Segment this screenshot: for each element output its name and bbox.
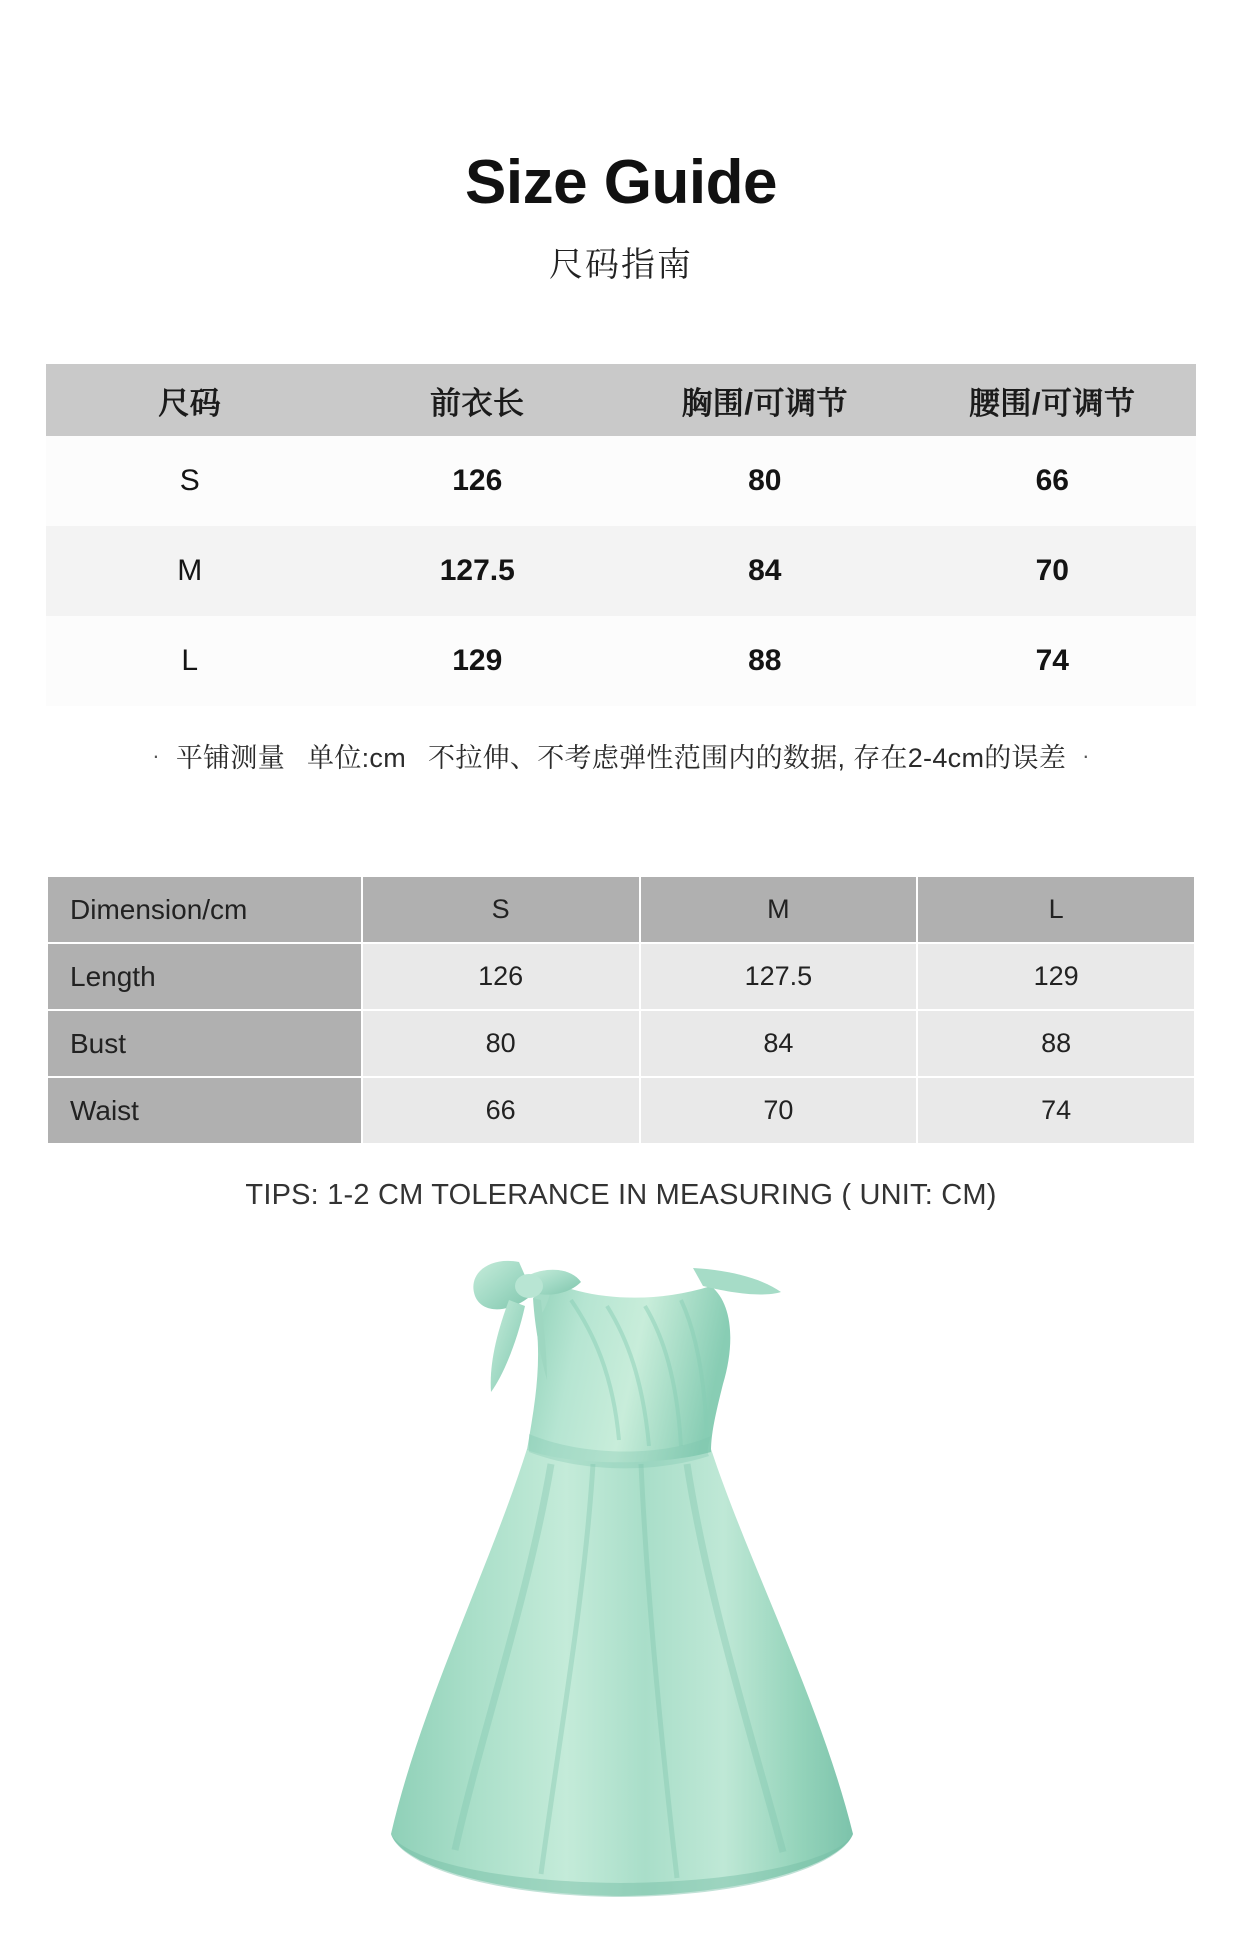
cell-bust-s: 80 <box>362 1010 640 1077</box>
cell-bust: 84 <box>621 526 909 616</box>
cell-size: L <box>46 616 334 706</box>
dress-icon <box>241 1234 1001 1934</box>
table-row <box>46 616 1196 706</box>
table-row <box>47 943 1195 1010</box>
table-row <box>46 526 1196 616</box>
page-title-chinese: 尺码指南 <box>549 246 693 285</box>
table-row <box>47 1010 1195 1077</box>
cell-bust: 88 <box>621 616 909 706</box>
tolerance-tips: TIPS: 1-2 CM TOLERANCE IN MEASURING ( UNIT: CM) <box>245 1179 997 1212</box>
column-header-s: S <box>362 876 640 943</box>
cell-bust-l: 88 <box>917 1010 1195 1077</box>
cell-waist: 74 <box>909 616 1197 706</box>
cell-waist: 70 <box>909 526 1197 616</box>
cell-size: M <box>46 526 334 616</box>
column-header-bust: 胸围/可调节 <box>621 364 909 436</box>
column-header-dimension: Dimension/cm <box>47 876 362 943</box>
cell-bust: 80 <box>621 436 909 526</box>
table-row <box>47 1077 1195 1144</box>
cell-length-l: 129 <box>917 943 1195 1010</box>
cell-length-s: 126 <box>362 943 640 1010</box>
size-table-english <box>46 875 1196 1145</box>
page-header <box>0 0 1242 286</box>
cell-waist: 66 <box>909 436 1197 526</box>
cell-length: 127.5 <box>334 526 622 616</box>
note-dot-left: · <box>152 743 160 769</box>
product-image-area <box>0 1234 1242 1934</box>
note-part-unit: 单位:cm <box>307 743 407 774</box>
column-header-l: L <box>917 876 1195 943</box>
note-dot-right: · <box>1082 743 1090 769</box>
table-header-row <box>46 364 1196 436</box>
cell-waist-m: 70 <box>640 1077 918 1144</box>
dress-illustration <box>241 1234 1001 1934</box>
measurement-note <box>46 736 1196 775</box>
size-table-chinese <box>46 364 1196 706</box>
column-header-length: 前衣长 <box>334 364 622 436</box>
cell-size: S <box>46 436 334 526</box>
row-label-waist: Waist <box>47 1077 362 1144</box>
column-header-size: 尺码 <box>46 364 334 436</box>
cell-waist-s: 66 <box>362 1077 640 1144</box>
page-title-english: Size Guide <box>465 148 777 217</box>
column-header-m: M <box>640 876 918 943</box>
note-part-tolerance: 不拉伸、不考虑弹性范围内的数据, 存在2-4cm的误差 <box>428 743 1067 774</box>
cell-length: 126 <box>334 436 622 526</box>
note-part-flat-measure: 平铺测量 <box>175 743 286 774</box>
table-row <box>46 436 1196 526</box>
row-label-length: Length <box>47 943 362 1010</box>
column-header-waist: 腰围/可调节 <box>909 364 1197 436</box>
cell-length-m: 127.5 <box>640 943 918 1010</box>
cell-length: 129 <box>334 616 622 706</box>
row-label-bust: Bust <box>47 1010 362 1077</box>
cell-bust-m: 84 <box>640 1010 918 1077</box>
table-header-row <box>47 876 1195 943</box>
cell-waist-l: 74 <box>917 1077 1195 1144</box>
